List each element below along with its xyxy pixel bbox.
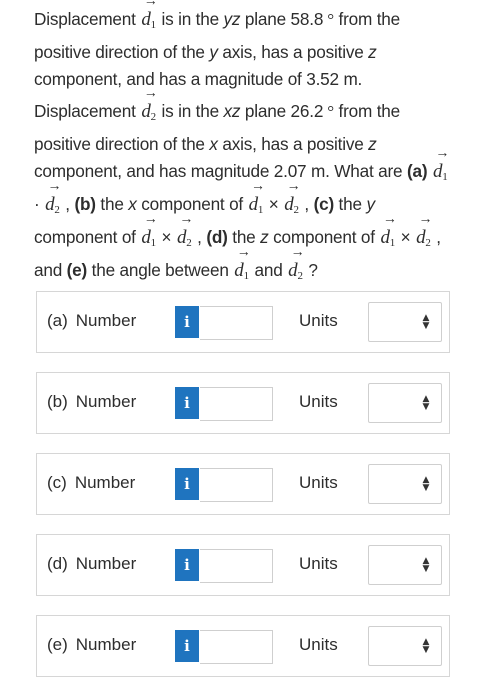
answer-row-b: [36, 372, 450, 434]
part-b-label: (b): [74, 194, 96, 214]
question-text: [34, 0, 454, 290]
part-tag: (c): [47, 473, 67, 492]
question-text-segment: from the positive direction of the: [34, 9, 400, 62]
vector-symbol: d: [141, 9, 151, 30]
vector-symbol: d: [234, 260, 244, 281]
plane-name: yz: [223, 9, 241, 29]
vector-subscript: 2: [150, 111, 156, 123]
vector-subscript: 2: [425, 237, 431, 249]
vector-symbol: d: [248, 194, 258, 215]
units-select-e[interactable]: [368, 626, 442, 666]
number-label: Number: [75, 554, 137, 573]
number-input-e[interactable]: [200, 630, 273, 664]
component-name: z: [368, 134, 377, 154]
number-input-a[interactable]: [200, 306, 273, 340]
chevron-updown-icon: ▲ ▼: [422, 394, 430, 412]
answer-label: [47, 554, 136, 574]
question-paragraph-1: [34, 0, 454, 93]
vector-arrow-icon: →: [143, 86, 158, 101]
component-name: z: [368, 42, 377, 62]
cross-operator: ×: [396, 227, 416, 247]
vector-symbol: d: [380, 227, 390, 248]
vector-arrow-icon: →: [251, 179, 265, 194]
question-text-segment: plane 58.8: [240, 9, 324, 29]
answer-row-e: [36, 615, 450, 677]
chevron-updown-icon: ▲ ▼: [422, 313, 430, 331]
question-text-segment: component of: [268, 227, 380, 247]
vector-symbol: d: [288, 260, 298, 281]
number-input-b[interactable]: [200, 387, 273, 421]
answer-label: [47, 635, 136, 655]
vector-subscript: 1: [257, 204, 264, 216]
question-text-segment: axis, has a positive: [217, 42, 369, 62]
question-text-segment: component, and has a magnitude of 3.52 m.: [34, 69, 363, 89]
part-tag: (d): [47, 554, 68, 573]
axis-name: z: [260, 227, 269, 247]
info-icon[interactable]: i: [175, 306, 199, 338]
chevron-updown-icon: ▲ ▼: [422, 556, 430, 574]
separator: ,: [299, 194, 314, 214]
dot-operator: ·: [34, 194, 45, 214]
answer-row-a: [36, 291, 450, 353]
question-text-segment: axis, has a positive: [217, 134, 369, 154]
vector-d1: [233, 245, 251, 290]
vector-subscript: 1: [442, 171, 448, 183]
vector-d2: [283, 179, 301, 224]
info-icon[interactable]: i: [175, 468, 199, 500]
vector-symbol: d: [141, 101, 151, 122]
info-icon[interactable]: i: [175, 630, 199, 662]
vector-subscript: 2: [297, 270, 303, 282]
separator: , and: [34, 227, 441, 280]
vector-d2: [140, 86, 158, 131]
axis-name: x: [209, 134, 218, 154]
question-text-segment: from the positive direction of the: [34, 101, 400, 154]
units-select-b[interactable]: [368, 383, 442, 423]
degree-symbol: °: [323, 102, 334, 121]
question-text-segment: component of: [136, 194, 248, 214]
part-tag: (a): [47, 311, 68, 330]
vector-symbol: d: [176, 227, 187, 248]
units-label: Units: [299, 392, 338, 411]
vector-subscript: 1: [150, 19, 156, 31]
units-label: Units: [299, 635, 338, 654]
units-label: Units: [299, 554, 338, 573]
question-text-segment: is in the: [156, 101, 224, 121]
vector-arrow-icon: →: [435, 146, 450, 161]
vector-d1: [379, 212, 397, 257]
vector-symbol: d: [432, 161, 443, 182]
vector-arrow-icon: →: [143, 0, 158, 9]
vector-symbol: d: [284, 194, 294, 215]
units-select-c[interactable]: [368, 464, 442, 504]
vector-d1: [140, 212, 158, 257]
part-tag: (e): [47, 635, 68, 654]
vector-subscript: 2: [54, 204, 60, 216]
vector-subscript: 1: [243, 270, 249, 282]
question-text-segment: Displacement: [34, 101, 141, 121]
answer-label: [47, 392, 136, 412]
number-input-c[interactable]: [200, 468, 273, 502]
question-text-segment: and: [249, 260, 288, 280]
question-paragraph-2: [34, 86, 454, 290]
info-icon[interactable]: i: [175, 387, 199, 419]
vector-arrow-icon: →: [236, 245, 251, 260]
units-label: Units: [299, 473, 338, 492]
question-text-segment: ?: [303, 260, 318, 280]
axis-name: y: [209, 42, 218, 62]
vector-arrow-icon: →: [179, 212, 194, 227]
vector-arrow-icon: →: [290, 245, 305, 260]
vector-d2: [287, 245, 305, 290]
part-tag: (b): [47, 392, 68, 411]
vector-subscript: 2: [293, 204, 299, 216]
vector-arrow-icon: →: [143, 212, 158, 227]
vector-subscript: 1: [389, 237, 396, 249]
part-a-label: (a): [406, 161, 428, 181]
question-text-segment: component of: [34, 227, 141, 247]
vector-arrow-icon: →: [47, 179, 62, 194]
vector-symbol: d: [416, 227, 426, 248]
part-c-label: (c): [313, 194, 334, 214]
question-text-segment: component, and has magnitude 2.07 m. What are: [34, 161, 407, 181]
answer-row-d: [36, 534, 450, 596]
vector-d2: [415, 212, 433, 257]
units-label: Units: [299, 311, 338, 330]
question-text-segment: is in the: [156, 9, 224, 29]
vector-arrow-icon: →: [418, 212, 433, 227]
vector-d1: [432, 146, 450, 191]
vector-arrow-icon: →: [382, 212, 397, 227]
vector-d2: [176, 212, 194, 257]
question-text-segment: Displacement: [34, 9, 141, 29]
answer-label: [47, 473, 135, 493]
info-icon[interactable]: i: [175, 549, 199, 581]
part-d-label: (d): [206, 227, 228, 247]
vector-d1: [248, 179, 265, 224]
degree-symbol: °: [323, 10, 334, 29]
number-label: Number: [75, 635, 137, 654]
chevron-updown-icon: ▲ ▼: [422, 637, 430, 655]
vector-arrow-icon: →: [286, 179, 301, 194]
question-text-segment: the: [227, 227, 261, 247]
answer-label: [47, 311, 136, 331]
number-input-d[interactable]: [200, 549, 273, 583]
vector-d1: [140, 0, 158, 39]
answer-row-c: [36, 453, 450, 515]
question-text-segment: the: [95, 194, 129, 214]
axis-name: x: [128, 194, 137, 214]
number-label: Number: [75, 311, 137, 330]
chevron-updown-icon: ▲ ▼: [422, 475, 430, 493]
separator: ,: [192, 227, 207, 247]
question-text-segment: plane 26.2: [240, 101, 324, 121]
vector-symbol: d: [45, 194, 55, 215]
number-label: Number: [75, 392, 137, 411]
question-text-segment: the angle between: [87, 260, 234, 280]
cross-operator: ×: [264, 194, 284, 214]
number-label: Number: [74, 473, 136, 492]
units-select-a[interactable]: [368, 302, 442, 342]
vector-subscript: 2: [186, 237, 192, 249]
vector-d2: [44, 179, 62, 224]
vector-subscript: 1: [150, 237, 156, 249]
cross-operator: ×: [156, 227, 176, 247]
question-text-segment: the: [333, 194, 367, 214]
units-select-d[interactable]: [368, 545, 442, 585]
vector-symbol: d: [141, 227, 151, 248]
axis-name: y: [366, 194, 375, 214]
plane-name: xz: [223, 101, 241, 121]
part-e-label: (e): [66, 260, 88, 280]
separator: ,: [60, 194, 75, 214]
